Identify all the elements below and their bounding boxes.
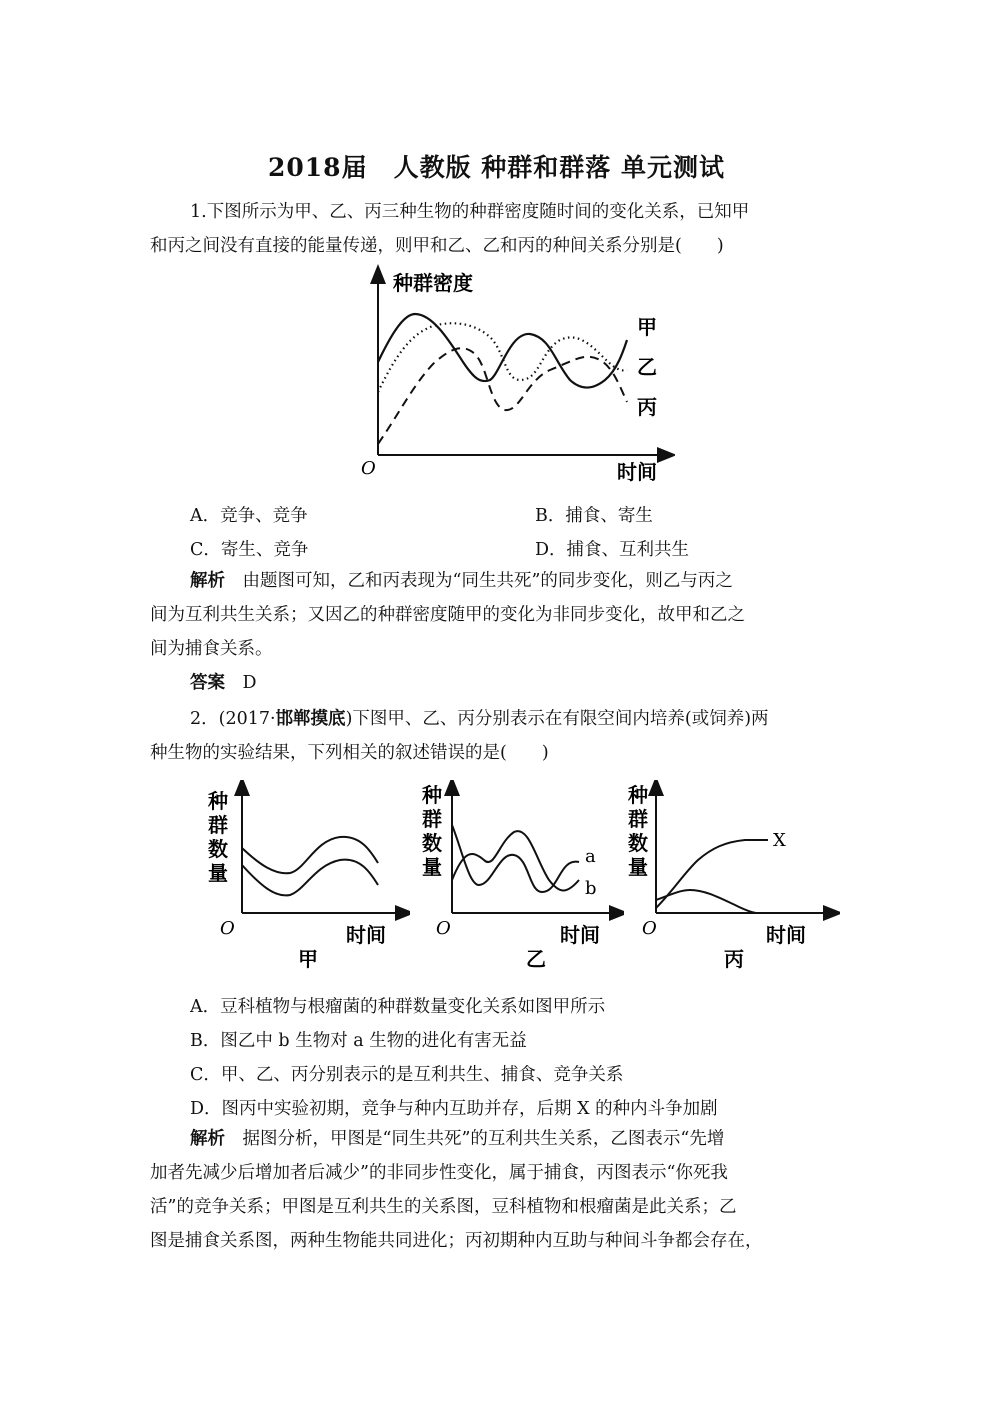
q2-stem-rest: )下图甲、乙、丙分别表示在有限空间内培养(或饲养)两	[345, 709, 769, 729]
q2-analysis-line4: 图是捕食关系图，两种生物能共同进化；丙初期种内互助与种间斗争都会存在，	[150, 1231, 763, 1251]
q1-analysis-line1	[190, 564, 890, 598]
q2-option-d: D．图丙中实验初期，竞争与种内互助并存，后期 X 的种内斗争加剧	[190, 1099, 718, 1119]
q2-analysis-line3: 活”的竞争关系；甲图是互利共生的关系图，豆科植物和根瘤菌是此关系；乙	[150, 1197, 737, 1217]
q2-figure-yi	[414, 780, 624, 975]
q2-analysis-line2: 加者先减少后增加者后减少”的非同步性变化，属于捕食，丙图表示“你死我	[150, 1163, 728, 1183]
q2-bing-origin: O	[642, 918, 657, 939]
q2-yi-ylabel-4: 量	[422, 855, 442, 879]
q2-bing-ylabel-2: 群	[628, 807, 648, 831]
q1-label-jia: 甲	[637, 315, 657, 339]
q2-caption-jia: 甲	[298, 947, 318, 971]
page-title: 2018届 人教版 种群和群落 单元测试	[268, 153, 725, 182]
q2-analysis-line1	[190, 1122, 890, 1156]
q2-bing-ylabel-3: 数	[628, 831, 648, 855]
q2-jia-xlabel: 时间	[346, 923, 386, 947]
q2-jia-ylabel-2: 群	[208, 813, 228, 837]
q2-jia-ylabel-4: 量	[208, 861, 228, 885]
q1-curve-yi	[378, 323, 627, 392]
q2-jia-ylabel-1: 种	[208, 789, 228, 813]
q1-label-bing: 丙	[637, 395, 657, 419]
q2-option-b: B．图乙中 b 生物对 a 生物的进化有害无益	[190, 1031, 527, 1051]
q2-stem-line1	[190, 702, 890, 736]
q2-bing-label-x: X	[773, 830, 786, 851]
q2-yi-origin: O	[436, 918, 451, 939]
q2-bing-xlabel: 时间	[766, 923, 806, 947]
q2-yi-ylabel-2: 群	[422, 807, 442, 831]
q1-option-b: B．捕食、寄生	[535, 506, 653, 526]
q2-figure-jia	[200, 780, 410, 975]
q2-option-a: A．豆科植物与根瘤菌的种群数量变化关系如图甲所示	[190, 997, 606, 1017]
q2-option-c: C．甲、乙、丙分别表示的是互利共生、捕食、竞争关系	[190, 1065, 624, 1085]
q1-label-yi: 乙	[637, 355, 657, 379]
q1-analysis-line3: 间为捕食关系。	[150, 639, 273, 659]
q1-answer-label: 答案	[190, 673, 225, 693]
q1-answer	[190, 666, 890, 700]
q2-stem-line2: 种生物的实验结果，下列相关的叙述错误的是( )	[150, 743, 549, 763]
q1-option-a: A．竞争、竞争	[190, 506, 308, 526]
q2-analysis-text1: 据图分析，甲图是“同生共死”的互利共生关系，乙图表示“先增	[242, 1129, 725, 1149]
q2-stem-num: 2．(2017·	[190, 709, 276, 729]
q1-option-c: C．寄生、竞争	[190, 540, 309, 560]
q2-yi-label-b: b	[585, 878, 597, 899]
q1-analysis-label: 解析	[190, 571, 225, 591]
q2-caption-bing: 丙	[724, 947, 744, 971]
q1-option-d: D．捕食、互利共生	[535, 540, 690, 560]
q1-figure	[355, 262, 675, 487]
q2-yi-ylabel-1: 种	[422, 783, 442, 807]
q2-bing-ylabel-4: 量	[628, 855, 648, 879]
q2-analysis-label: 解析	[190, 1129, 225, 1149]
q2-jia-origin: O	[220, 918, 235, 939]
q1-analysis-line2: 间为互利共生关系；又因乙的种群密度随甲的变化为非同步变化，故甲和乙之	[150, 605, 745, 625]
q2-yi-xlabel: 时间	[560, 923, 600, 947]
q1-stem-line2: 和丙之间没有直接的能量传递，则甲和乙、乙和丙的种间关系分别是( )	[150, 236, 724, 256]
q2-jia-ylabel-3: 数	[208, 837, 228, 861]
q2-bing-ylabel-1: 种	[628, 783, 648, 807]
q1-stem-line1: 1.下图所示为甲、乙、丙三种生物的种群密度随时间的变化关系，已知甲	[190, 202, 750, 222]
q2-yi-ylabel-3: 数	[422, 831, 442, 855]
q1-xlabel: 时间	[617, 460, 657, 484]
q1-analysis-text1: 由题图可知，乙和丙表现为“同生共死”的同步变化，则乙与丙之	[242, 571, 733, 591]
q1-answer-value: D	[242, 673, 257, 693]
q2-stem-source: 邯郸摸底	[275, 709, 346, 729]
q1-curve-jia	[378, 314, 627, 388]
q1-origin: O	[361, 458, 376, 479]
q2-caption-yi: 乙	[526, 947, 546, 971]
q2-figure-bing	[620, 780, 840, 975]
q1-ylabel: 种群密度	[393, 271, 473, 295]
q2-yi-label-a: a	[585, 846, 596, 867]
